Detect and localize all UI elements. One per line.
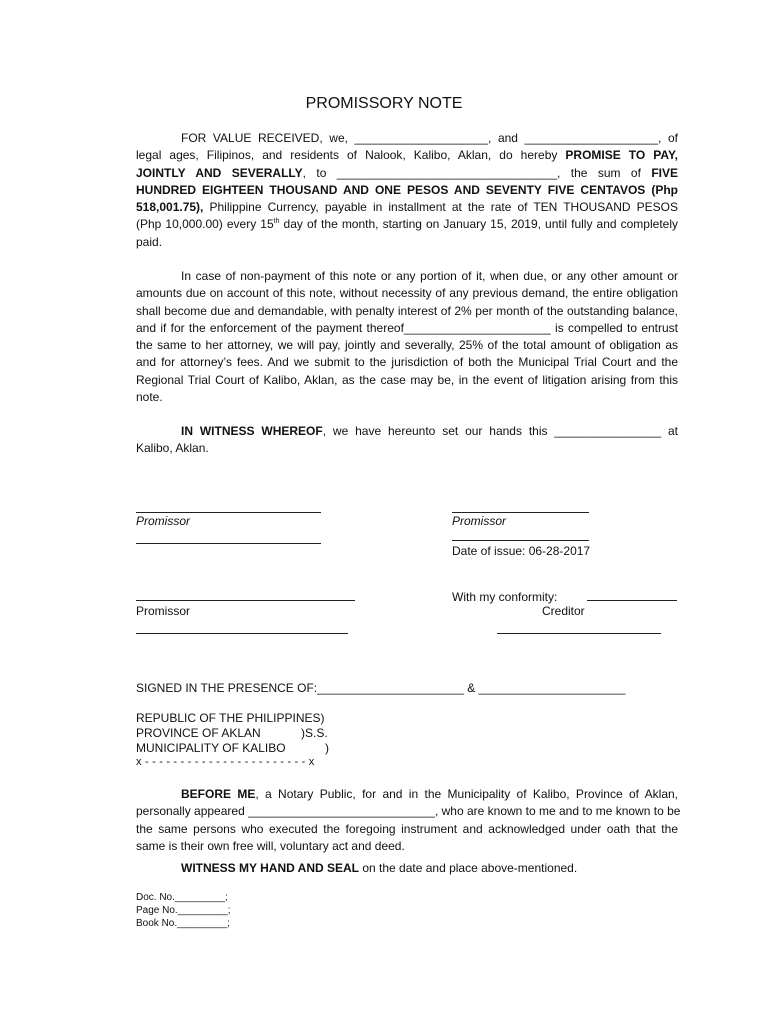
p2-line-6: and for attorney’s fees. And we submit to the jurisdiction of both the Municipal Trial Court and the [136, 355, 678, 370]
name-line-promissor-3 [136, 633, 348, 634]
signature-line-promissor-2 [452, 512, 589, 513]
ack-line-2: personally appeared ____________________________, who are known to me and to me known to be [136, 804, 681, 819]
name-line-promissor-2 [452, 540, 589, 541]
p1-line-5: 518,001.75), Philippine Currency, payable in installment at the rate of TEN THOUSAND PESOS [136, 200, 678, 215]
p1-line-4: HUNDRED EIGHTEEN THOUSAND AND ONE PESOS AND SEVENTY FIVE CENTAVOS (Php [136, 182, 678, 197]
ack-line-3: the same persons who executed the foregoing instrument and acknowledged under oath that the [136, 821, 678, 836]
p2-line-1: In case of non-payment of this note or any portion of it, when due, or any other amount or [181, 269, 678, 283]
doc-no: Doc. No._________; [136, 892, 228, 903]
p3-line-2: Kalibo, Aklan. [136, 441, 209, 456]
witness-hand-seal: WITNESS MY HAND AND SEAL on the date and place above-mentioned. [181, 861, 578, 875]
p3-line-1: IN WITNESS WHEREOF, we have hereunto set our hands this ________________ at [181, 424, 678, 438]
p1-line-7: paid. [136, 234, 163, 249]
p2-line-8: note. [136, 390, 163, 405]
promissor-label-3: Promissor [136, 604, 191, 618]
signature-line-creditor [587, 600, 677, 601]
p1-line-6: (Php 10,000.00) every 15th day of the month, starting on January 15, 2019, until fully and completely [136, 217, 678, 232]
p2-line-2: amounts due on account of this note, without necessity of any previous demand, the entire obligation [136, 286, 678, 301]
conformity-label: With my conformity: [452, 590, 558, 604]
p2-line-5: the same to her attorney, we will pay, jointly and severally, 25% of the total amount of obligation as [136, 338, 678, 353]
ack-line-1: BEFORE ME, a Notary Public, for and in the Municipality of Kalibo, Province of Aklan, [181, 787, 679, 801]
paragraph-before-me [136, 786, 681, 855]
document-title: PROMISSORY NOTE [305, 95, 463, 112]
date-of-issue: Date of issue: 06-28-2017 [452, 544, 591, 558]
venue-republic: REPUBLIC OF THE PHILIPPINES) [136, 711, 325, 725]
venue-separator: x - - - - - - - - - - - - - - - - - - - - - - - x [136, 756, 315, 768]
ack-line-4: same is their own free will, voluntary act and deed. [136, 838, 405, 853]
signed-in-presence: SIGNED IN THE PRESENCE OF:______________________ & ______________________ [136, 681, 626, 695]
p2-line-4: and if for the enforcement of the payment thereof______________________ is compelled to entrust [136, 320, 678, 335]
promissor-label-2: Promissor [452, 514, 507, 528]
p2-line-3: shall become due and demandable, with penalty interest of 2% per month of the outstanding balance, [136, 303, 678, 318]
p1-line-3: JOINTLY AND SEVERALLY, to _________________________________, the sum of FIVE [136, 165, 678, 180]
signature-line-promissor-3 [136, 600, 355, 601]
paragraph-non-payment [136, 268, 678, 406]
promissor-label-1: Promissor [136, 514, 191, 528]
name-line-creditor [497, 633, 661, 634]
p1-line-2: legal ages, Filipinos, and residents of Nalook, Kalibo, Aklan, do hereby PROMISE TO PAY, [136, 148, 678, 163]
paragraph-witness-whereof [136, 423, 678, 458]
paragraph-value-received [136, 130, 678, 251]
p2-line-7: Regional Trial Court of Kalibo, Aklan, as the case may be, in the event of litigation arising from this [136, 372, 678, 387]
name-line-promissor-1 [136, 543, 321, 544]
creditor-label: Creditor [542, 604, 585, 618]
signature-line-promissor-1 [136, 512, 321, 513]
venue-municipality: MUNICIPALITY OF KALIBO [136, 741, 286, 755]
page-no: Page No._________; [136, 905, 231, 916]
venue-paren: ) [325, 741, 329, 755]
p1-line-1: FOR VALUE RECEIVED, we, ____________________, and ____________________, of [181, 131, 678, 145]
venue-ss: )S.S. [301, 726, 328, 740]
book-no: Book No._________; [136, 918, 230, 929]
venue-province: PROVINCE OF AKLAN [136, 726, 261, 740]
